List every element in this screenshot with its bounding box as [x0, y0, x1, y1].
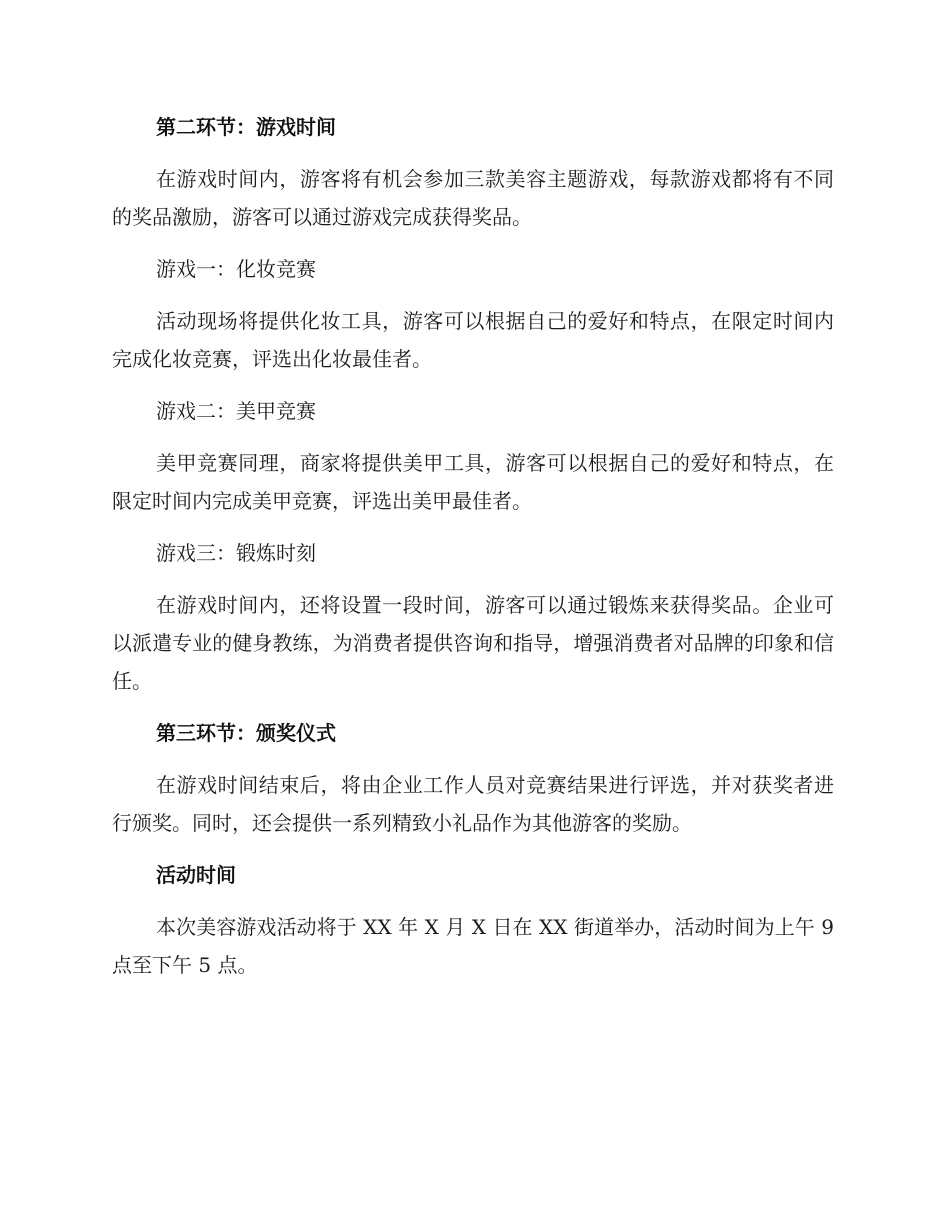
paragraph-makeup-contest: 活动现场将提供化妆工具，游客可以根据自己的爱好和特点，在限定时间内完成化妆竞赛，评选出化妆最佳者。 — [112, 309, 834, 371]
section-heading-event-time: 活动时间 — [156, 863, 236, 887]
section-heading-game-time: 第二环节：游戏时间 — [156, 115, 336, 139]
subheading-game-one: 游戏一：化妆竞赛 — [156, 257, 316, 281]
subheading-game-two: 游戏二：美甲竞赛 — [156, 399, 316, 423]
paragraph-event-time: 本次美容游戏活动将于 XX 年 X 月 X 日在 XX 街道举办，活动时间为上午 9 点至下午 5 点。 — [112, 915, 834, 977]
subheading-game-three: 游戏三：锻炼时刻 — [156, 541, 316, 565]
section-heading-award-ceremony: 第三环节：颁奖仪式 — [156, 721, 336, 745]
paragraph-game-intro: 在游戏时间内，游客将有机会参加三款美容主题游戏，每款游戏都将有不同的奖品激励，游客可以通过游戏完成获得奖品。 — [112, 167, 834, 229]
paragraph-exercise-moment: 在游戏时间内，还将设置一段时间，游客可以通过锻炼来获得奖品。企业可以派遣专业的健身教练，为消费者提供咨询和指导，增强消费者对品牌的印象和信任。 — [112, 593, 834, 693]
document-body — [112, 108, 834, 998]
paragraph-award-ceremony: 在游戏时间结束后，将由企业工作人员对竞赛结果进行评选，并对获奖者进行颁奖。同时，还会提供一系列精致小礼品作为其他游客的奖励。 — [112, 773, 834, 835]
paragraph-nail-contest: 美甲竞赛同理，商家将提供美甲工具，游客可以根据自己的爱好和特点，在限定时间内完成美甲竞赛，评选出美甲最佳者。 — [112, 451, 834, 513]
